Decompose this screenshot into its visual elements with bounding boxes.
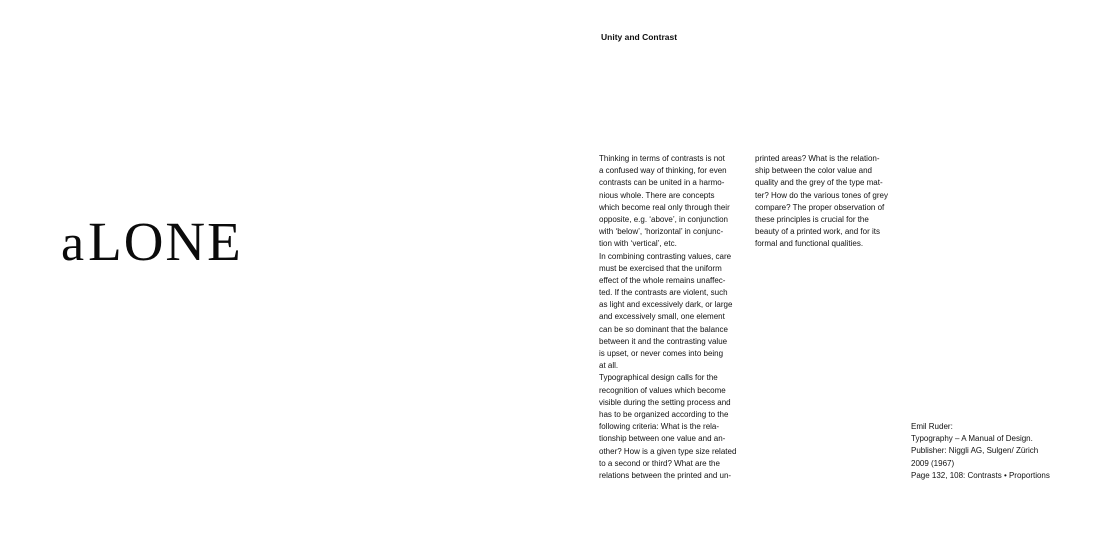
body-text-line: has to be organized according to the [599, 409, 729, 419]
body-text-line: recognition of values which become [599, 385, 726, 395]
body-text-line: must be exercised that the uniform [599, 263, 722, 273]
body-text-line: opposite, e.g. ‘above’, in conjunction [599, 214, 728, 224]
credit-line: 2009 (1967) [911, 458, 955, 468]
body-text-line: which become real only through their [599, 202, 730, 212]
body-text-line: is upset, or never comes into being [599, 349, 724, 358]
body-text-line: nious whole. There are concepts [599, 190, 715, 200]
source-credit [911, 421, 1050, 482]
credit-line: Typography – A Manual of Design. [911, 434, 1033, 444]
body-text-line: compare? The proper observation of [755, 202, 885, 212]
body-text-line: ship between the color value and [755, 166, 872, 176]
body-text-line: contrasts can be united in a harmo- [599, 178, 725, 188]
body-text-line: relations between the printed and un- [599, 470, 732, 480]
body-text-line: at all. [599, 361, 619, 371]
body-text-line: as light and excessively dark, or large [599, 300, 733, 310]
body-text-line: these principles is crucial for the [755, 214, 869, 224]
body-text-line: between it and the contrasting value [599, 336, 728, 346]
credit-line: Page 132, 108: Contrasts • Proportions [911, 470, 1050, 480]
credit-line: Emil Ruder: [911, 422, 953, 431]
section-heading: Unity and Contrast [601, 32, 678, 42]
body-text-line: effect of the whole remains unaffec- [599, 275, 726, 285]
body-text-line: beauty of a printed work, and for its [755, 227, 880, 237]
body-text-line: tionship between one value and an- [599, 434, 726, 444]
body-text-line: tion with ‘vertical’, etc. [599, 239, 677, 249]
body-text-line: In combining contrasting values, care [599, 251, 732, 261]
body-text-line: and excessively small, one element [599, 312, 725, 322]
body-text-line: Thinking in terms of contrasts is not [599, 154, 725, 163]
body-text-column-1 [599, 153, 736, 482]
body-text-line: Typographical design calls for the [599, 373, 718, 383]
body-text-line: other? How is a given type size related [599, 446, 737, 456]
display-title-lowercase: a [61, 215, 85, 272]
body-text-line: following criteria: What is the rela- [599, 422, 720, 432]
body-text-line: quality and the grey of the type mat- [755, 178, 883, 188]
body-text-line: printed areas? What is the relation- [755, 154, 880, 163]
body-text-line: visible during the setting process and [599, 397, 731, 407]
body-text-line: a confused way of thinking, for even [599, 166, 727, 176]
body-text-line: to a second or third? What are the [599, 458, 720, 468]
body-text-line: ted. If the contrasts are violent, such [599, 288, 728, 298]
body-text-line: can be so dominant that the balance [599, 324, 728, 334]
body-text-line: ter? How do the various tones of grey [755, 190, 888, 200]
body-text-line: with ‘below’, ‘horizontal’ in conjunc- [599, 227, 724, 237]
credit-line: Publisher: Niggli AG, Sulgen/ Zürich [911, 446, 1039, 456]
display-title [61, 212, 243, 274]
body-text-line: formal and functional qualities. [755, 239, 864, 249]
body-text-column-2 [755, 153, 888, 251]
display-title-capitals: LONE [88, 211, 243, 272]
